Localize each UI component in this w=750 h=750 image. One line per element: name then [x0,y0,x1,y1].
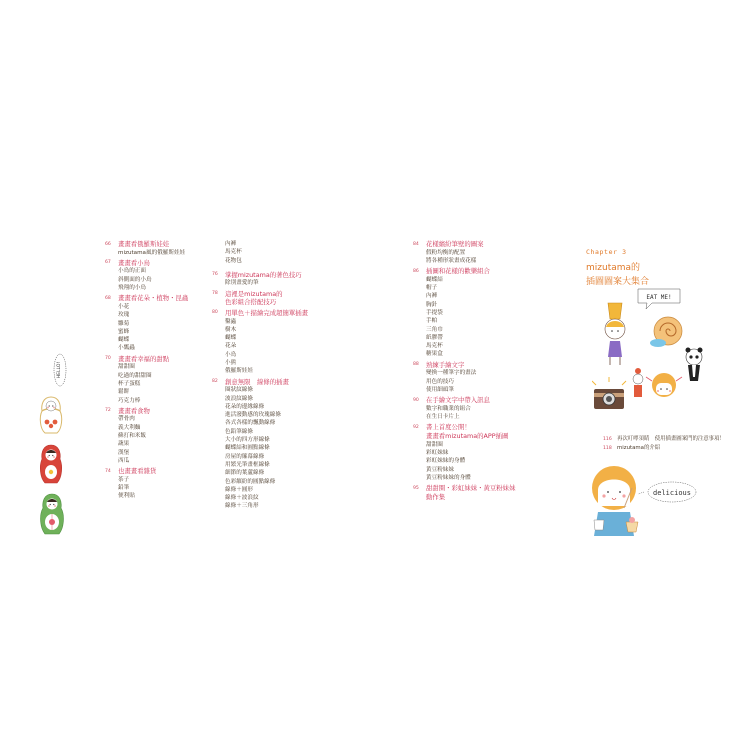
toc-entry[interactable] [413,240,548,265]
toc-subentry: 馬克杯 [426,343,443,350]
toc-subentry: 西瓜 [118,457,130,464]
toc-entry[interactable] [413,361,548,394]
toc-subentry: 蝴蝶 [118,337,130,344]
toc-entry-title: 花樣繽紛筆壁的圖案 [426,240,484,248]
toc-entry[interactable] [105,294,215,352]
toc-subentry: 使用細頭筆 [426,386,454,393]
toc-subentry: 小花 [118,303,130,310]
toc-entry[interactable] [105,259,215,292]
toc-page-number: 72 [105,408,111,414]
toc-page-number: 80 [212,310,218,316]
toc-entry-title: 書上首度公開！ 畫畫看mizutama的APP插圖 [426,423,509,441]
toc-subentry: 色彩繽紛的圓點線條 [225,478,276,485]
matryoshka-doll-red-icon [36,443,66,489]
toc-entry[interactable] [212,378,332,511]
toc-subentry: 巧克力棒 [118,397,141,404]
toc-subentry: 將各種形狀畫成花樣 [426,257,477,264]
extra-entry[interactable] [603,435,725,444]
toc-subentry: 黃豆粉妹妹的身體 [426,474,471,481]
toc-column-3 [413,240,548,503]
extra-entry-text: 再次叮嚀須睛 使用插畫圖案門的注意事項！ [617,436,725,442]
toc-page-number: 82 [212,379,218,385]
extra-entries [603,435,725,453]
toc-subentry: 鬆餅 [118,389,130,396]
toc-subentry: 手帕 [426,318,438,325]
toc-entry[interactable] [212,290,332,307]
toc-subentry: 進活潑動感的玫瑰線條 [225,412,281,419]
toc-page-number: 78 [212,291,218,297]
toc-subentry: 在生日卡片上 [426,414,460,421]
matryoshka-doll-yellow-icon [36,395,66,439]
toc-subentry: 細節的葉蘆線條 [225,470,265,477]
toc-page-number: 88 [413,362,419,368]
toc-subentry: 小瓢蟲 [118,345,135,352]
toc-subentry: 花朵的邊緣線條 [225,403,265,410]
toc-page-number: 95 [413,485,419,491]
toc-subentry: 圈狀紋線條 [225,387,253,394]
toc-entry-title: 用單色＋描繪完成超簡單插畫 [225,308,309,317]
toc-subentry: 紙膠帶 [426,334,443,341]
toc-entry-title: 插圖和花樣的歡樂組合 [426,267,490,276]
toc-page-number: 68 [105,295,111,301]
toc-subentry: 各式各樣的飄動線條 [225,420,276,427]
toc-entry-title: 掌握mizutama的著色技巧 [225,270,302,279]
toc-subentry: 帶骨肉 [118,416,135,423]
toc-subentry: 樹木 [225,326,237,333]
toc-entry[interactable] [413,423,548,482]
toc-subentry: mizutama風的俄羅斯娃娃 [118,249,186,256]
toc-entry-title: 畫畫看花朵・植物・昆蟲 [118,294,189,303]
toc-subentry: 吃過的甜甜圈 [118,372,152,379]
toc-subentry: 變換一種筆字的畫法 [426,370,477,377]
toc-continuation [212,240,332,265]
chapter-illustration [592,285,712,429]
toc-entry[interactable] [105,407,215,465]
toc-page-number: 84 [413,241,419,247]
toc-entry[interactable] [413,484,548,501]
toc-subentry: 糖果盒 [426,351,443,358]
toc-subentry: 甜甜圈 [118,364,135,371]
toc-subentry: 蝴蝶 [225,335,237,342]
toc-subentry: 小鳥的正面 [118,268,146,275]
toc-page-number: 86 [413,268,419,274]
toc-entry[interactable] [105,240,215,257]
toc-subentry: 手提袋 [426,309,443,316]
toc-column-2 [212,240,332,513]
toc-subentry: 茶子 [118,476,130,483]
toc-entry-title: 甜甜圈・彩虹妹妹・黃豆粉妹妹 動作集 [426,484,516,501]
toc-subentry: 鑿蟲 [225,318,237,325]
toc-subentry: 斜側面的小鳥 [118,276,152,283]
toc-subentry: 便利貼 [118,493,135,500]
toc-subentry: 三角巾 [426,326,443,333]
toc-subentry: 雛菊 [118,320,130,327]
toc-subentry: 胸針 [426,301,438,308]
toc-subentry: 大小的四方形線條 [225,437,270,444]
delicious-illustration [590,460,700,544]
toc-page-number: 76 [212,272,218,278]
extra-page-number: 118 [603,446,612,451]
toc-subentry: 蝴蝶結 [426,276,443,283]
toc-subentry: 線條＋波浪紋 [225,495,259,502]
chapter-title-line2: 插圖圖案大集合 [586,277,650,287]
toc-subentry: 黃豆粉妹妹 [426,466,454,473]
toc-subentry: 內褲 [426,293,438,300]
toc-entry-title: 創意無限 線條的插畫 [225,377,289,386]
toc-page-number: 70 [105,356,111,362]
toc-subentry: 蘇打和米飯 [118,433,146,440]
toc-page-number: 74 [105,468,111,474]
toc-subentry: 假粉均衡的配置 [426,249,466,256]
toc-subentry: 彩虹妹妹的身體 [426,458,466,465]
toc-subentry: 花朵 [225,343,237,350]
toc-entry[interactable] [413,267,548,359]
toc-entry-title: 畫畫看小鳥 [118,258,150,267]
matryoshka-doll-green-icon [36,492,68,540]
chapter-label: Chapter 3 [586,248,627,256]
toc-subentry: 漢堡 [118,449,130,456]
chapter-header [586,248,649,287]
toc-subentry: 花物包 [225,257,242,264]
toc-subentry: 馬克杯 [225,249,242,256]
toc-entry[interactable] [413,396,548,421]
toc-entry-title: 這裡是mizutama的 色彩組合搭配技巧 [225,289,283,307]
extra-entry-text: mizutama的介紹 [617,445,661,451]
toc-subentry: 數字和職業的組合 [426,405,471,412]
toc-subentry: 帽子 [426,285,438,292]
toc-subentry: 用色的技巧 [426,378,454,385]
toc-entry-title: 畫畫看俄羅斯娃娃 [118,240,170,248]
toc-subentry: 小鳥 [225,351,237,358]
toc-subentry: 用繁光筆畫框線條 [225,461,270,468]
toc-subentry: 彩虹妹妹 [426,449,449,456]
toc-subentry: 小熊 [225,360,237,367]
toc-subentry: 甜甜圈 [426,441,443,448]
toc-subentry: 除別畫愛的筆 [225,280,259,287]
toc-page-number: 90 [413,397,419,403]
toc-page-number: 92 [413,424,419,430]
extra-page-number: 116 [603,437,612,442]
toc-subentry: 玫瑰 [118,312,130,319]
extra-entry[interactable] [603,444,725,453]
eat-me-text: EAT ME! [646,294,672,301]
toc-entry[interactable] [105,355,215,405]
toc-page-number: 66 [105,241,111,247]
toc-subentry: 蔬果 [118,441,130,448]
toc-subentry: 飛翔的小鳥 [118,285,146,292]
toc-subentry: 線條＋圓形 [225,486,253,493]
toc-entry[interactable] [212,309,332,376]
toc-subentry: 內褲 [225,241,237,247]
toc-subentry: 杯子蛋糕 [118,380,141,387]
toc-subentry: 俄羅斯娃娃 [225,368,253,375]
toc-subentry: 蝴蝶結和圓點線條 [225,445,270,452]
toc-entry-title: 熟練手繪文字 [426,360,465,369]
toc-subentry: 色鉛筆線條 [225,428,253,435]
toc-subentry: 蜜蜂 [118,328,130,335]
toc-subentry: 義大利麵 [118,424,141,431]
toc-entry[interactable] [105,467,215,500]
toc-entry[interactable] [212,271,332,288]
delicious-text: delicious [653,489,691,497]
toc-subentry: 鉛筆 [118,485,130,492]
toc-column-1 [105,240,215,503]
chapter-title-line1: mizutama的 [586,263,641,273]
toc-entry-title: 也畫畫看雜貨 [118,467,157,476]
toc-page-number: 67 [105,260,111,266]
toc-subentry: 房屋的簾幕線條 [225,453,265,460]
toc-subentry: 波浪紋線條 [225,395,253,402]
toc-subentry: 線條＋三角形 [225,503,259,510]
hello-text: HELLO! [57,361,62,379]
toc-entry-title: 畫畫看食物 [118,406,150,415]
toc-entry-title: 在手繪文字中帶入訊息 [426,396,490,405]
toc-entry-title: 畫畫看幸福的甜點 [118,354,170,363]
hello-bubble [53,352,67,388]
